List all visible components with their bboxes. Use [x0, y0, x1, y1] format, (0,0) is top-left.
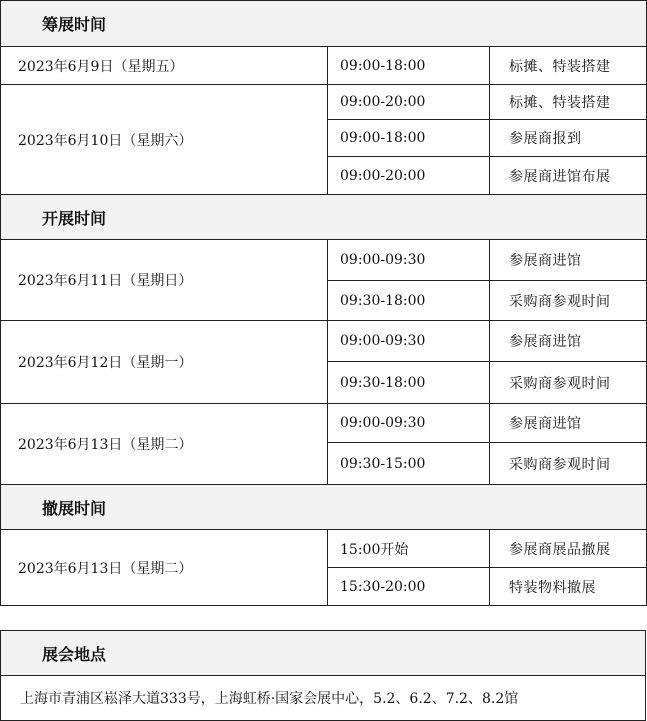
table-row [1, 47, 647, 85]
time-cell: 15:30-20:00 [328, 568, 490, 606]
date-cell: 2023年6月13日（星期二） [1, 404, 328, 485]
activity-cell: 采购商参观时间 [490, 281, 647, 321]
time-cell: 09:30-18:00 [328, 281, 490, 321]
time-cell: 09:00-20:00 [328, 85, 490, 120]
time-cell: 09:30-18:00 [328, 362, 490, 404]
date-cell: 2023年6月9日（星期五） [1, 47, 328, 85]
activity-cell: 参展商进馆 [490, 404, 647, 443]
venue-title: 展会地点 [1, 631, 646, 676]
activity-cell: 采购商参观时间 [490, 362, 647, 404]
section-title-teardown: 撤展时间 [1, 485, 647, 530]
date-cell: 2023年6月12日（星期一） [1, 321, 328, 404]
date-cell: 2023年6月10日（星期六） [1, 85, 328, 195]
activity-cell: 参展商进馆 [490, 240, 647, 281]
activity-cell: 参展商报到 [490, 120, 647, 157]
table-row [1, 85, 647, 120]
time-cell: 09:00-20:00 [328, 157, 490, 195]
table-row [1, 240, 647, 281]
time-cell: 15:00开始 [328, 530, 490, 568]
section-header-open [1, 195, 647, 240]
activity-cell: 特装物料撤展 [490, 568, 647, 606]
time-cell: 09:00-09:30 [328, 321, 490, 362]
table-row [1, 321, 647, 362]
activity-cell: 参展商进馆布展 [490, 157, 647, 195]
activity-cell: 参展商进馆 [490, 321, 647, 362]
table-row [1, 530, 647, 568]
venue-address-row [1, 676, 646, 721]
section-title-open: 开展时间 [1, 195, 647, 240]
time-cell: 09:00-09:30 [328, 240, 490, 281]
table-row [1, 404, 647, 443]
activity-cell: 标摊、特装搭建 [490, 47, 647, 85]
time-cell: 09:30-15:00 [328, 443, 490, 485]
activity-cell: 采购商参观时间 [490, 443, 647, 485]
venue-table [0, 630, 646, 721]
time-cell: 09:00-09:30 [328, 404, 490, 443]
venue-address: 上海市青浦区崧泽大道333号，上海虹桥·国家会展中心，5.2、6.2、7.2、8.2馆 [1, 676, 646, 721]
venue-header [1, 631, 646, 676]
date-cell: 2023年6月11日（星期日） [1, 240, 328, 321]
time-cell: 09:00-18:00 [328, 47, 490, 85]
section-header-setup [1, 1, 647, 47]
section-header-teardown [1, 485, 647, 530]
activity-cell: 标摊、特装搭建 [490, 85, 647, 120]
date-cell: 2023年6月13日（星期二） [1, 530, 328, 606]
time-cell: 09:00-18:00 [328, 120, 490, 157]
section-title-setup: 筹展时间 [1, 1, 647, 47]
activity-cell: 参展商展品撤展 [490, 530, 647, 568]
